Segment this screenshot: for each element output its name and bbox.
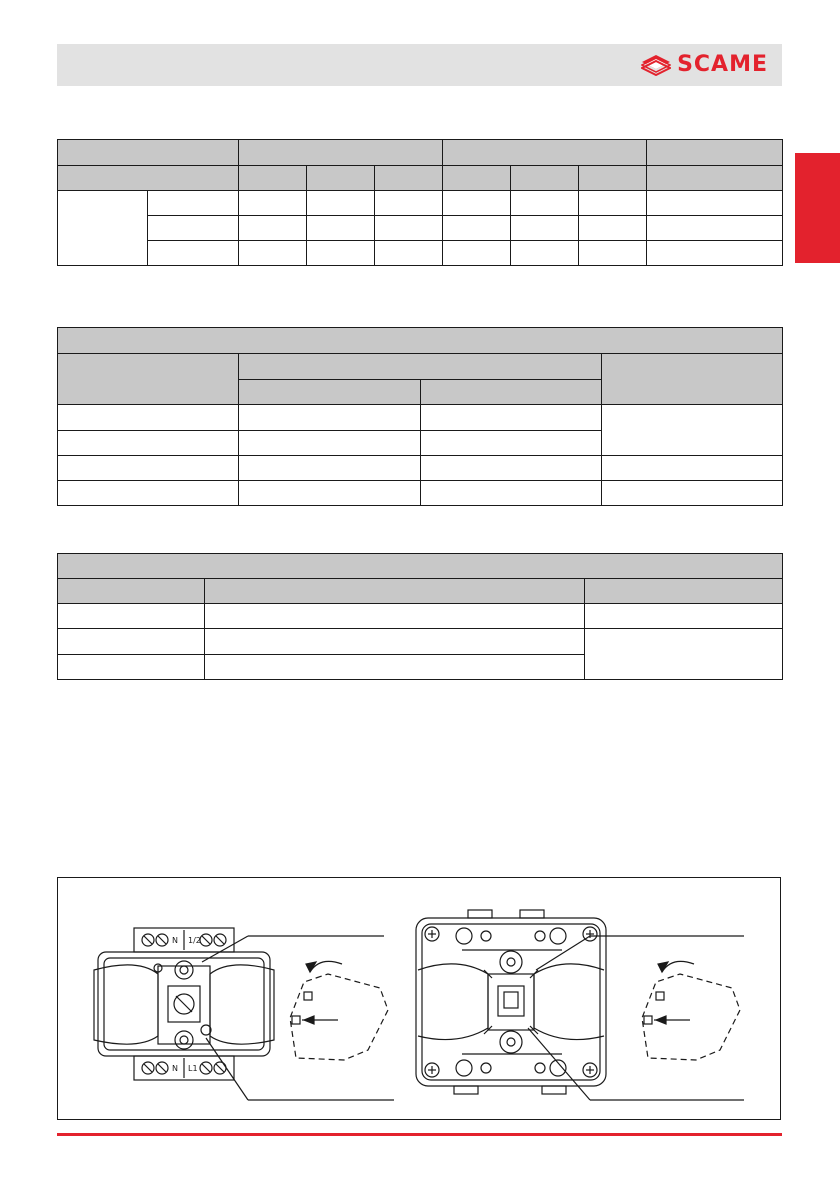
table-header-row	[58, 579, 783, 604]
scame-logo-icon	[641, 54, 671, 76]
table-cell	[585, 579, 783, 604]
installation-figure	[57, 877, 781, 1120]
table-cell	[602, 456, 783, 481]
table-cell	[239, 166, 307, 191]
table-header-row	[58, 166, 783, 191]
table-cell	[602, 405, 783, 456]
table-cell	[511, 216, 579, 241]
table-cell	[205, 604, 585, 629]
table-cell	[511, 191, 579, 216]
table-row	[58, 456, 783, 481]
table-row	[58, 216, 783, 241]
table-header-row	[58, 328, 783, 354]
table-row	[58, 629, 783, 655]
table-cell	[375, 241, 443, 266]
table-cell	[579, 241, 647, 266]
table-row	[58, 191, 783, 216]
table-row	[58, 241, 783, 266]
table-cell	[579, 166, 647, 191]
table-cell	[58, 456, 239, 481]
table-cell	[58, 629, 205, 655]
table-cell	[421, 380, 602, 405]
table-cell	[58, 140, 239, 166]
table-cell	[239, 354, 602, 380]
brand-logo	[641, 54, 768, 76]
table-cell	[579, 191, 647, 216]
table-cell	[58, 405, 239, 431]
right-rotation-detail	[642, 961, 740, 1060]
table-cell	[421, 481, 602, 506]
table-cell	[239, 216, 307, 241]
table-cell	[585, 604, 783, 629]
table-row	[58, 481, 783, 506]
table-cell	[58, 354, 239, 405]
spec-table-1	[57, 139, 783, 266]
table-row	[58, 604, 783, 629]
table-cell	[239, 481, 421, 506]
terminal-label: N	[172, 1064, 178, 1073]
table-cell	[239, 456, 421, 481]
table-cell	[239, 191, 307, 216]
brand-logo-text: SCAME	[677, 52, 768, 77]
table-cell	[421, 456, 602, 481]
table-cell	[307, 216, 375, 241]
table-cell	[421, 431, 602, 456]
table-cell	[375, 216, 443, 241]
table-cell	[307, 166, 375, 191]
table-cell	[148, 191, 239, 216]
table-cell	[58, 554, 783, 579]
table-cell	[148, 216, 239, 241]
table-cell	[307, 241, 375, 266]
table-cell	[58, 166, 239, 191]
table-cell	[58, 191, 148, 266]
spec-table-3	[57, 553, 783, 680]
table-cell	[443, 191, 511, 216]
table-header-row	[58, 354, 783, 380]
table-cell	[239, 405, 421, 431]
footer-rule	[57, 1133, 782, 1136]
table-cell	[239, 380, 421, 405]
spec-table-2	[57, 327, 783, 506]
table-cell	[375, 191, 443, 216]
terminal-label: L1	[188, 1064, 198, 1073]
terminal-label: 1/2	[188, 936, 201, 945]
table-cell	[647, 191, 783, 216]
table-header-row	[58, 140, 783, 166]
left-device-drawing	[94, 928, 394, 1100]
table-cell	[421, 405, 602, 431]
table-cell	[375, 166, 443, 191]
table-cell	[647, 166, 783, 191]
table-cell	[602, 481, 783, 506]
table-cell	[148, 241, 239, 266]
table-cell	[511, 166, 579, 191]
table-cell	[205, 579, 585, 604]
table-cell	[58, 481, 239, 506]
section-side-tab	[795, 153, 840, 263]
table-cell	[602, 354, 783, 405]
table-cell	[58, 604, 205, 629]
table-cell	[511, 241, 579, 266]
table-cell	[647, 216, 783, 241]
table-cell	[443, 241, 511, 266]
table-cell	[307, 191, 375, 216]
installation-drawing	[58, 878, 780, 1119]
terminal-label: N	[172, 936, 178, 945]
table-cell	[585, 629, 783, 680]
table-cell	[239, 431, 421, 456]
table-cell	[239, 140, 443, 166]
table-cell	[443, 140, 647, 166]
table-cell	[579, 216, 647, 241]
table-header-row	[58, 554, 783, 579]
right-device-drawing	[416, 910, 744, 1100]
table-cell	[647, 140, 783, 166]
table-cell	[58, 431, 239, 456]
table-cell	[205, 655, 585, 680]
table-cell	[58, 655, 205, 680]
table-row	[58, 405, 783, 431]
header-bar	[57, 44, 782, 86]
table-cell	[443, 216, 511, 241]
table-cell	[239, 241, 307, 266]
left-rotation-detail	[290, 961, 388, 1060]
table-cell	[58, 579, 205, 604]
table-cell	[647, 241, 783, 266]
table-cell	[58, 328, 783, 354]
table-cell	[443, 166, 511, 191]
table-cell	[205, 629, 585, 655]
